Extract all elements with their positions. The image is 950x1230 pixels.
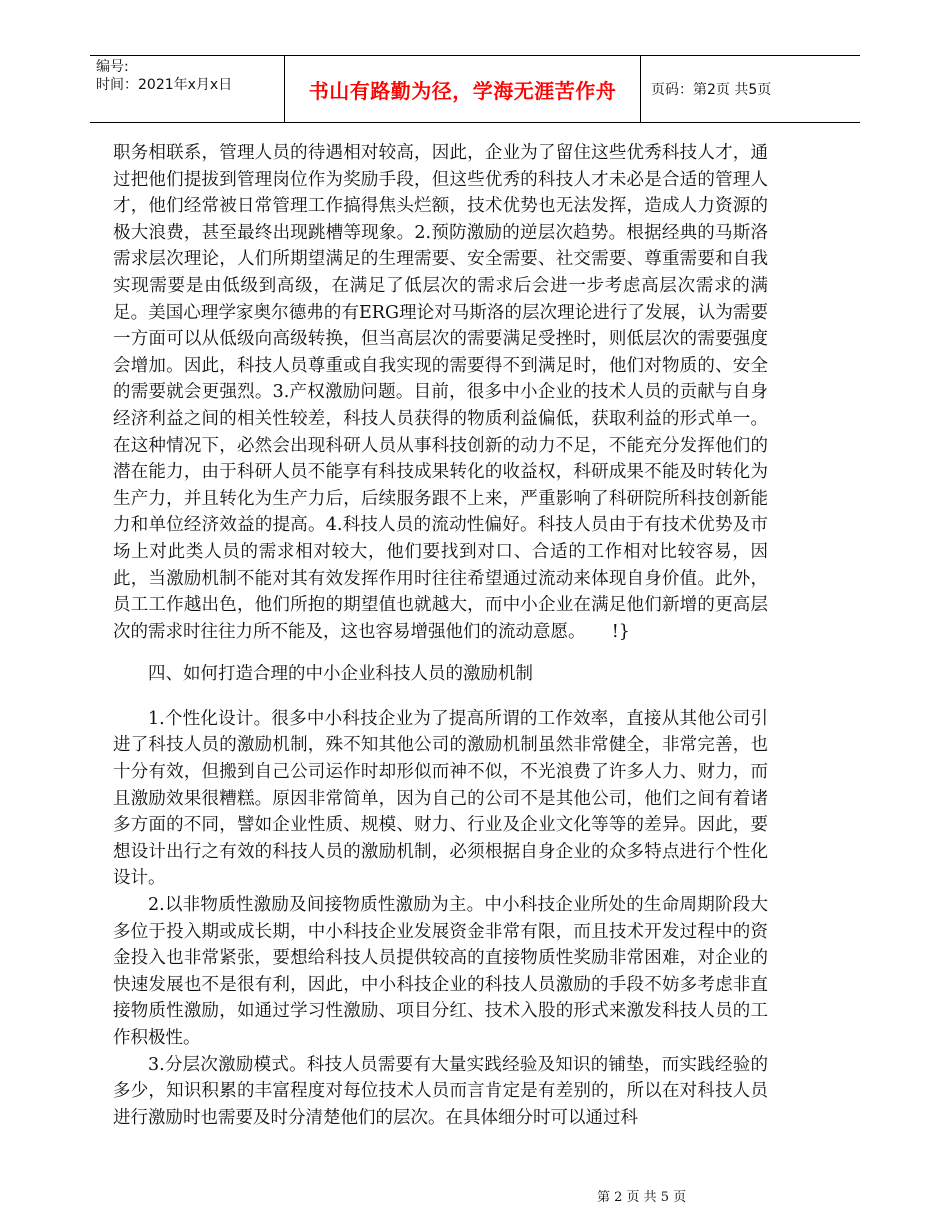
header-meta: [90, 56, 285, 122]
header-page-info: 页码：第2页 共5页: [651, 82, 772, 98]
list-item-tiered-incentive: 3.分层次激励模式。科技人员需要有大量实践经验及知识的铺垫，而实践经验的多少，知识积累的丰富程度对每位技术人员而言肯定是有差别的，所以在对科技人员进行激励时也需要及时分清楚他们的层次。在具体细分时可以通过科: [113, 1054, 768, 1128]
section-heading: 四、如何打造合理的中小企业科技人员的激励机制: [148, 664, 533, 685]
header-motto: 书山有路勤为径，学海无涯苦作舟: [308, 78, 617, 103]
header-motto-cell: [285, 56, 641, 122]
document-time: 时间：2021年x月x日: [96, 77, 233, 93]
list-item-non-material-incentive: 2.以非物质性激励及间接物质性激励为主。中小科技企业所处的生命周期阶段大多位于投入期或成长期，中小科技企业发展资金非常有限，而且技术开发过程中的资金投入也非常紧张，要想给科技人员提供较高的直接物质性奖励非常困难，对企业的快速发展也不是很有利，因此，中小科技企业的科技人员激励的手段不妨多考虑非直接物质性激励，如通过学习性激励、项目分红、技术入股的形式来激发科技人员的工作积极性。: [113, 895, 768, 1048]
list-item-personalized-design: 1.个性化设计。很多中小科技企业为了提高所谓的工作效率，直接从其他公司引进了科技人员的激励机制，殊不知其他公司的激励机制虽然非常健全，非常完善，也十分有效，但搬到自己公司运作时却形似而神不似，不光浪费了许多人力、财力，而且激励效果很糟糕。原因非常简单，因为自己的公司不是其他公司，他们之间有着诸多方面的不同，譬如企业性质、规模、财力、行业及企业文化等等的差异。因此，要想设计出行之有效的科技人员的激励机制，必须根据自身企业的众多特点进行个性化设计。: [113, 708, 768, 889]
document-body: [113, 140, 768, 1131]
body-paragraph: 职务相联系，管理人员的待遇相对较高，因此，企业为了留住这些优秀科技人才，通过把他们提拔到管理岗位作为奖励手段，但这些优秀的科技人才未必是合适的管理人才，他们经常被日常管理工作搞得焦头烂额，技术优势也无法发挥，造成人力资源的极大浪费，甚至最终出现跳槽等现象。2.预防激励的逆层次趋势。根据经典的马斯洛需求层次理论，人们所期望满足的生理需要、安全需要、社交需要、尊重需要和自我实现需要是由低级到高级，在满足了低层次的需求后会进一步考虑高层次需求的满足。美国心理学家奥尔德弗的有ERG理论对马斯洛的层次理论进行了发展，认为需要一方面可以从低级向高级转换，但当高层次的需要满足受挫时，则低层次的需要强度会增加。因此，科技人员尊重或自我实现的需要得不到满足时，他们对物质的、安全的需要就会更强烈。3.产权激励问题。目前，很多中小企业的技术人员的贡献与自身经济利益之间的相关性较差，科技人员获得的物质利益偏低，获取利益的形式单一。在这种情况下，必然会出现科研人员从事科技创新的动力不足，不能充分发挥他们的潜在能力，由于科研人员不能享有科技成果转化的收益权，科研成果不能及时转化为生产力，并且转化为生产力后，后续服务跟不上来，严重影响了科研院所科技创新能力和单位经济效益的提高。4.科技人员的流动性偏好。科技人员由于有技术优势及市场上对此类人员的需求相对较大，他们要找到对口、合适的工作相对比较容易，因此，当激励机制不能对其有效发挥作用时往往希望通过流动来体现自身价值。此外，员工工作越出色，他们所抱的期望值也就越大，而中小企业在满足他们新增的更高层次的需求时往往力所不能及，这也容易增强他们的流动意愿。 !}: [113, 143, 768, 642]
document-number-label: 编号:: [96, 59, 129, 75]
page-header: [90, 55, 860, 123]
page-footer: 第 2 页 共 5 页: [597, 1190, 687, 1205]
